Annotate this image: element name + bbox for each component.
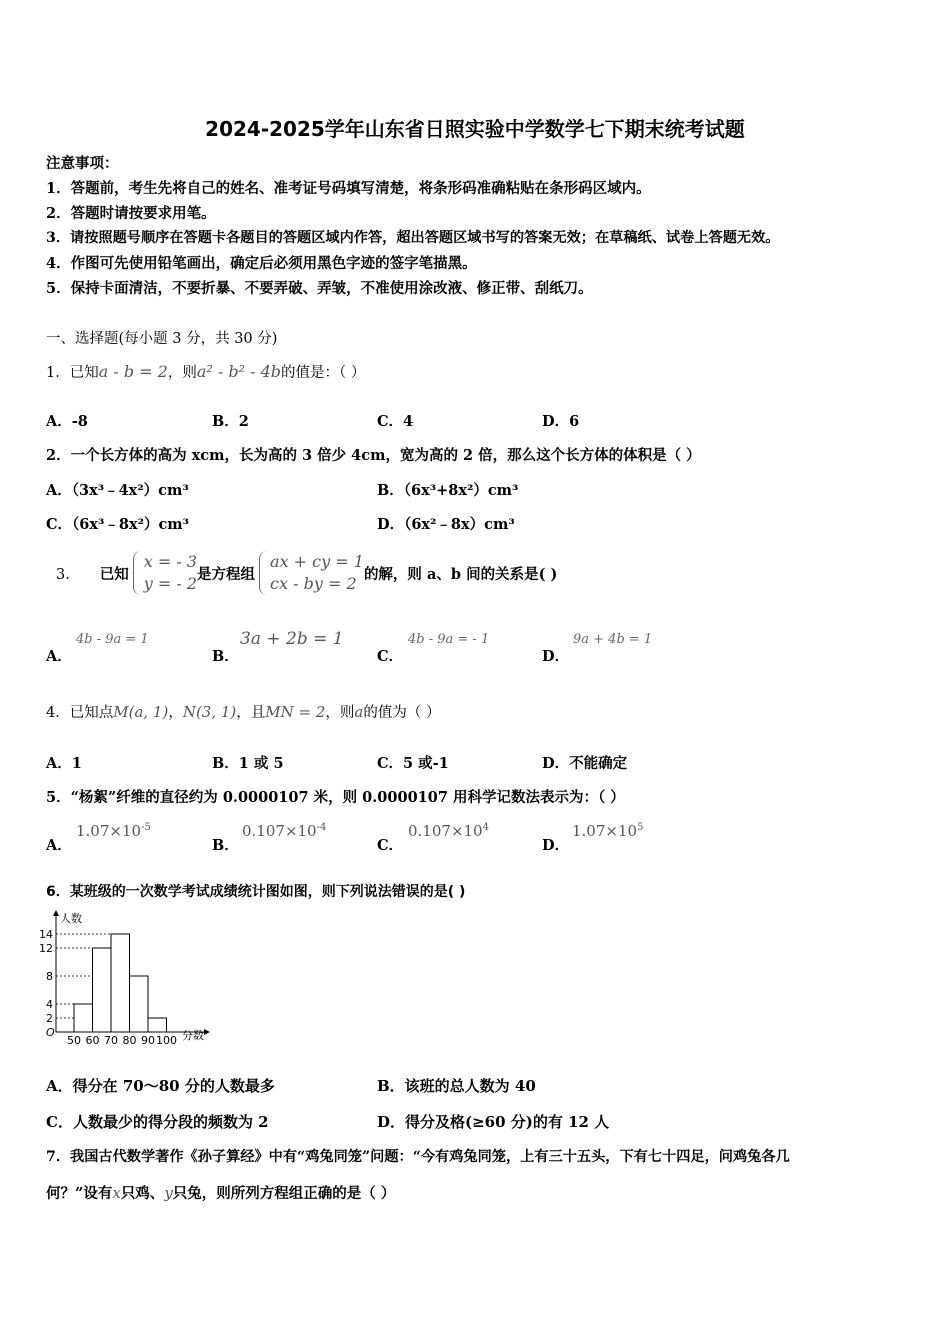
histogram-bar-90-100 (148, 1018, 167, 1032)
q4-point-n: N(3, 1) (182, 703, 237, 721)
question-6: 6．某班级的一次数学考试成绩统计图如图，则下列说法错误的是( ) (46, 884, 466, 900)
q1-option-a: A．-8 (46, 413, 88, 430)
x-axis-arrow (204, 1029, 210, 1035)
q4-mid2: ，则 (325, 705, 355, 721)
q3-number: 3． (56, 566, 80, 583)
question-4 (46, 697, 440, 728)
q5-option-d-expr (572, 822, 643, 840)
q2-option-c: C．（6x³﹣8x²）cm³ (46, 516, 189, 533)
score-histogram (39, 908, 214, 1048)
x-tick-label: 70 (104, 1034, 118, 1047)
histogram-bar-50-60 (74, 1004, 93, 1032)
q6-option-d: D．得分及格(≥60 分)的有 12 人 (377, 1113, 610, 1131)
q6-option-b: B．该班的总人数为 40 (377, 1077, 536, 1095)
q5-option-c-base: 0.107×10 (408, 822, 483, 840)
x-tick-label: 60 (85, 1034, 100, 1047)
y-tick-labels (39, 928, 53, 1025)
q4-point-m: M(a, 1) (113, 703, 169, 721)
section-heading: 一、选择题(每小题 3 分，共 30 分) (46, 331, 278, 347)
q4-sep: ， (168, 705, 183, 721)
x-tick-label: 50 (67, 1034, 81, 1047)
q1-prefix: 1．已知 (46, 365, 99, 381)
q1-math-condition: a - b = 2 (98, 362, 168, 381)
q3-option-c-label: C． (377, 648, 404, 665)
question-7-line-1: 7．我国古代数学著作《孙子算经》中有“鸡兔同笼”问题：“今有鸡兔同笼，上有三十五头，下有七十四足，问鸡兔各几 (46, 1149, 790, 1165)
q1-option-d: D．6 (542, 413, 580, 430)
question-7-line-2 (46, 1182, 395, 1203)
histogram-bar-80-90 (130, 976, 149, 1032)
q4-option-d: D．不能确定 (542, 755, 628, 772)
q5-option-c-exp: 4 (482, 822, 489, 833)
q2-option-d: D．（6x²﹣8x）cm³ (377, 516, 515, 533)
x-tick-label: 100 (156, 1034, 177, 1047)
q5-option-d-label: D． (542, 837, 570, 854)
q2-option-a: A．（3x³﹣4x²）cm³ (46, 482, 189, 499)
x-tick-labels (67, 1034, 177, 1047)
q4-prefix: 4．已知点 (46, 705, 114, 721)
q7-variable-x: x (112, 1184, 121, 1202)
note-item: 5．保持卡面清洁，不要折暴、不要弄破、弄皱，不准使用涂改液、修正带、刮纸刀。 (46, 280, 593, 297)
q4-variable-a: a (354, 703, 364, 721)
q3-equation-system (259, 551, 364, 595)
q6-option-c: C．人数最少的得分段的频数为 2 (46, 1113, 269, 1131)
q5-option-b-label: B． (212, 837, 239, 854)
q3-option-b-label: B． (212, 648, 239, 665)
q5-option-a-label: A． (46, 837, 72, 854)
note-item: 1．答题前，考生先将自己的姓名、准考证号码填写清楚，将条形码准确粘贴在条形码区域内。 (46, 180, 651, 197)
q3-equation-2: cx - by = 2 (270, 574, 357, 593)
q4-mid: ，且 (236, 705, 266, 721)
q4-option-c: C．5 或-1 (377, 755, 449, 772)
q7-part-c: 只兔，则所列方程组正确的是（ ） (172, 1185, 396, 1202)
q1-mid: ，则 (167, 365, 197, 381)
q5-option-b-expr (242, 822, 326, 840)
note-item: 4．作图可先使用铅笔画出，确定后必须用黑色字迹的签字笔描黑。 (46, 255, 477, 272)
q5-option-d-base: 1.07×10 (572, 822, 638, 840)
q3-option-c-expr: 4b - 9a = - 1 (408, 632, 490, 647)
q7-variable-y: y (164, 1184, 173, 1202)
q5-option-c-label: C． (377, 837, 404, 854)
q4-option-a: A．1 (46, 755, 82, 772)
q7-part-b: 只鸡、 (120, 1185, 165, 1202)
note-item: 2．答题时请按要求用笔。 (46, 205, 216, 222)
q5-option-a-exp: -5 (141, 822, 151, 833)
q4-suffix: 的值为（ ） (363, 705, 441, 721)
q1-math-expression: a² - b² - 4b (196, 362, 282, 381)
q4-distance: MN = 2 (265, 703, 326, 721)
y-tick-label: 8 (46, 970, 53, 983)
q5-option-a-base: 1.07×10 (76, 822, 142, 840)
q1-option-c: C．4 (377, 413, 414, 430)
y-tick-label: 4 (46, 998, 53, 1011)
q1-suffix: 的值是：（ ） (281, 365, 366, 381)
q3-option-a-label: A． (46, 648, 72, 665)
q3-equation-1: ax + cy = 1 (270, 552, 364, 571)
q3-option-d-expr: 9a + 4b = 1 (573, 632, 653, 647)
question-3 (56, 545, 557, 601)
q4-option-b: B．1 或 5 (212, 755, 284, 772)
q5-option-c-expr (408, 822, 489, 840)
q2-option-b: B．（6x³+8x²）cm³ (377, 482, 519, 499)
y-tick-label: 12 (39, 942, 53, 955)
q3-solution-x: x = - 3 (143, 552, 198, 571)
q5-option-b-base: 0.107×10 (242, 822, 317, 840)
q5-option-a-expr (76, 822, 151, 840)
notes-heading: 注意事项： (46, 155, 119, 172)
q3-solution-y: y = - 2 (143, 574, 198, 593)
x-tick-label: 80 (122, 1034, 137, 1047)
x-axis-label: 分数 (182, 1029, 204, 1042)
note-item: 3．请按照题号顺序在答题卡各题目的答题区域内作答，超出答题区域书写的答案无效；在草稿纸、试卷上答题无效。 (46, 230, 780, 246)
page-title: 2024-2025学年山东省日照实验中学数学七下期末统考试题 (205, 117, 745, 141)
q3-option-a-expr: 4b - 9a = 1 (76, 632, 149, 647)
question-2: 2．一个长方体的高为 xcm，长为高的 3 倍少 4cm，宽为高的 2 倍，那么这个长方体的体积是（ ） (46, 447, 701, 464)
y-axis-arrow (53, 910, 59, 916)
q7-part-a: 何？”设有 (46, 1185, 113, 1202)
q3-prefix: 已知 (99, 565, 129, 583)
y-tick-label: 2 (46, 1012, 53, 1025)
q1-option-b: B．2 (212, 413, 249, 430)
q3-mid: 是方程组 (197, 565, 256, 583)
histogram-bars (74, 934, 167, 1032)
q3-solution-system (133, 551, 197, 595)
origin-label: O (46, 1026, 55, 1039)
q3-option-d-label: D． (542, 648, 570, 665)
x-tick-label: 90 (141, 1034, 155, 1047)
q3-suffix: 的解，则 a、b 间的关系是( ) (363, 565, 558, 583)
q6-option-a: A．得分在 70～80 分的人数最多 (46, 1077, 275, 1095)
histogram-bar-70-80 (111, 934, 130, 1032)
question-5: 5．“杨絮”纤维的直径约为 0.0000107 米，则 0.0000107 用科学记数法表示为：（ ） (46, 789, 625, 806)
y-tick-label: 14 (39, 928, 53, 941)
y-axis-label: 人数 (60, 912, 82, 925)
q5-option-d-exp: 5 (637, 822, 644, 833)
histogram-bar-60-70 (93, 948, 112, 1032)
question-1 (46, 355, 365, 390)
q3-option-b-expr: 3a + 2b = 1 (240, 629, 344, 649)
q5-option-b-exp: -4 (316, 822, 327, 833)
